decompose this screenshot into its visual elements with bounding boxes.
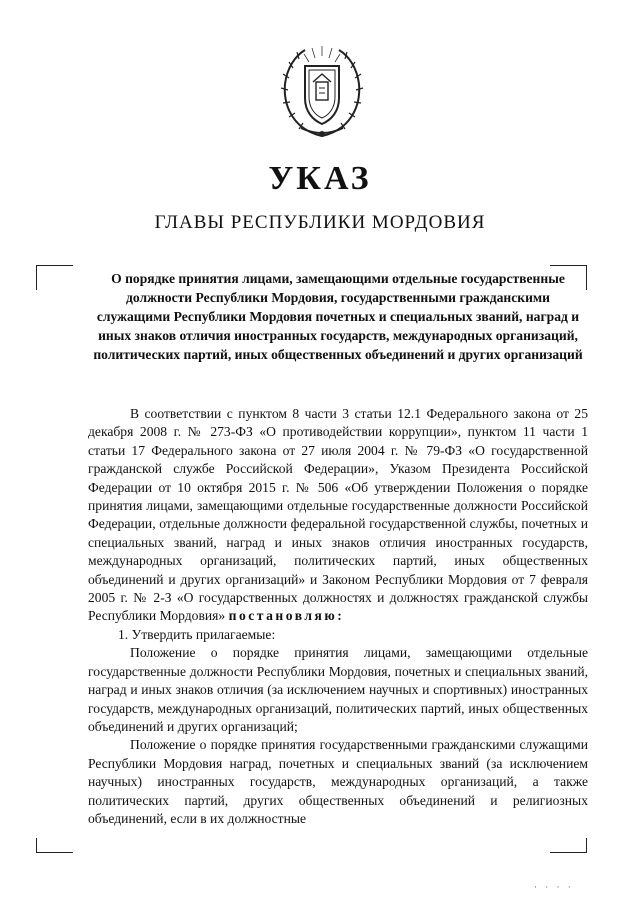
regulation-paragraph-2: Положение о порядке принятия государственными гражданскими служащими Республики Мордовия наград, почетных и специальных званий (за исключением научных) иностранных государств, международных организаций, а также политических партий, других общественных объединений и религиозных объединений, если в их должностные	[88, 737, 588, 826]
preamble-paragraph	[88, 405, 588, 626]
corner-bracket-top-left	[36, 265, 73, 290]
item-1: 1. Утвердить прилагаемые:	[118, 626, 276, 642]
document-title: УКАЗ	[268, 160, 372, 197]
corner-bracket-bottom-left	[36, 838, 73, 853]
decree-word: постановляю:	[228, 608, 345, 624]
preamble-text: В соответствии с пунктом 8 части 3 статьи 12.1 Федерального закона от 25 декабря 2008 г. № 273-ФЗ «О противодействии коррупции», пунктом 11 части 1 статьи 17 Федерального закона от 27 июля 2004 г. № 79-ФЗ «О государственной гражданской службе Российской Федерации», Указом Президента Российской Федерации от 10 октября 2015 г. № 506 «Об утверждении Положения о порядке принятия лицами, замещающими отдельные государственные должности Российской Федерации, отдельные должности федеральной государственной службы, почетных и специальных званий, наград и иных знаков отличия иностранных государств, международных организаций, политических партий, иных общественных объединений и других организаций» и Законом Республики Мордовия от 7 февраля 2005 г. № 2-З «О государственных должностях и должностях гражданской службы Республики Мордовия»	[88, 406, 588, 624]
decree-heading: О порядке принятия лицами, замещающими отдельные государственные должности Республики Мордовия, государственными гражданскими служащими Республики Мордовия почетных и специальных званий, наград и иных знаков отличия иностранных государств, международных организаций, политических партий, иных общественных объединений и других организаций	[93, 271, 583, 362]
coat-of-arms-icon	[277, 38, 367, 148]
scan-artifact: · · · ·	[534, 882, 574, 892]
document-subtitle: ГЛАВЫ РЕСПУБЛИКИ МОРДОВИЯ	[154, 212, 486, 233]
decree-body	[88, 405, 588, 828]
corner-bracket-bottom-right	[550, 838, 587, 853]
regulation-paragraph-1: Положение о порядке принятия лицами, замещающими отдельные государственные должности Республики Мордовия, почетных и специальных званий, наград и иных знаков отличия (за исключением научных и спортивных) иностранных государств, международных организаций, политических партий, иных общественных объединений и других организаций;	[88, 645, 588, 734]
